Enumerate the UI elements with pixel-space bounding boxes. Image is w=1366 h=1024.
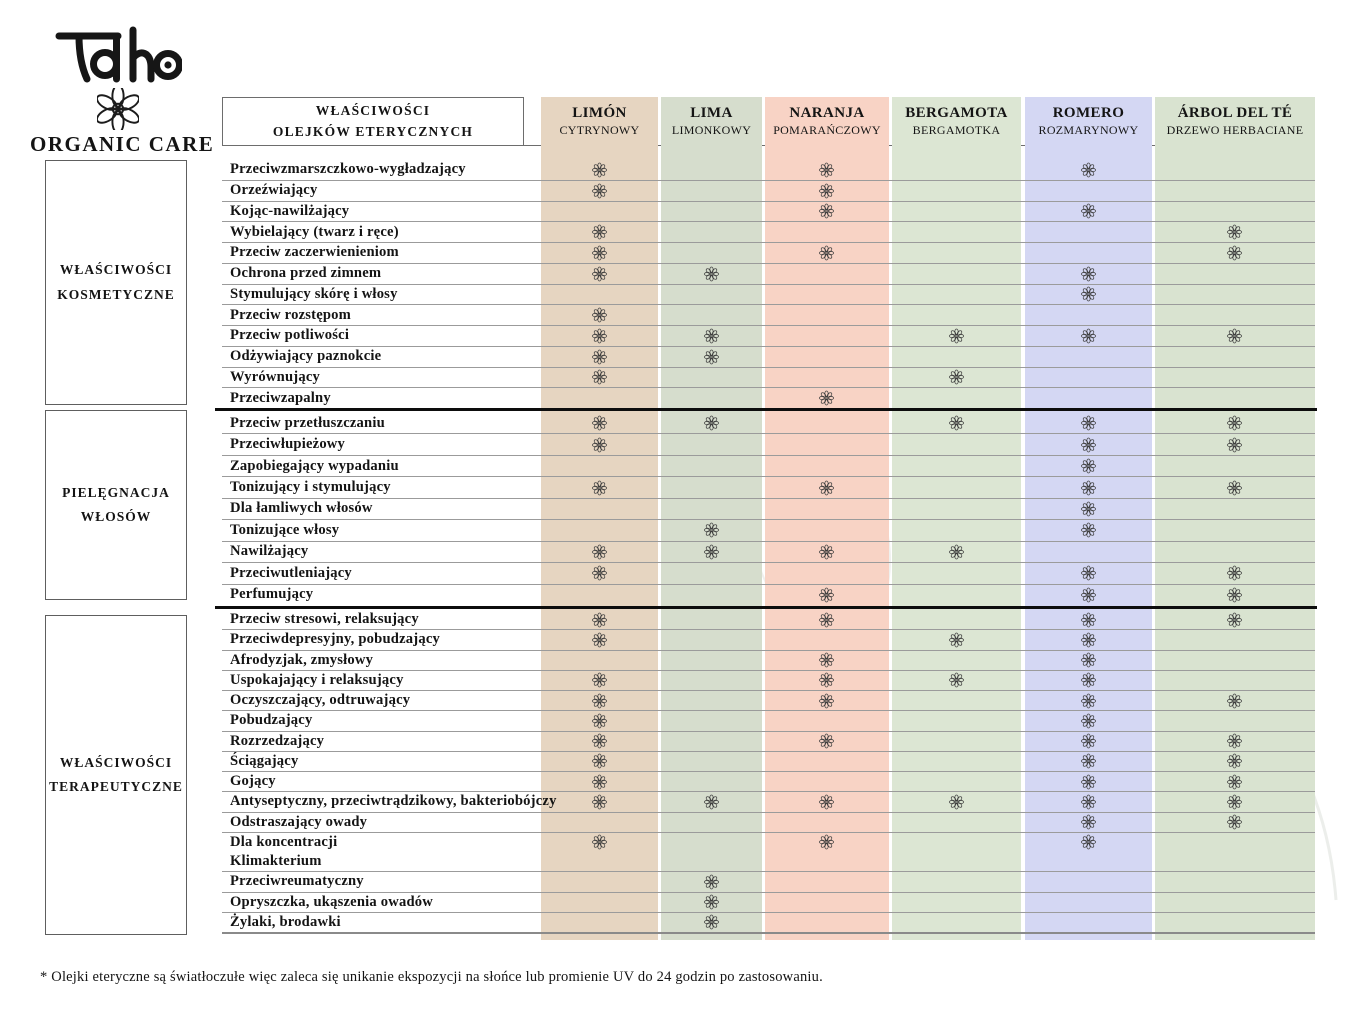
flower-icon: [1227, 815, 1242, 830]
flower-icon: [819, 612, 834, 627]
property-label: Uspokajający i relaksujący: [230, 671, 404, 688]
column-header: [1155, 97, 1315, 146]
property-label: Przeciw stresowi, relaksujący: [230, 611, 419, 628]
category-box-3: WŁAŚCIWOŚCI TERAPEUTYCZNE: [45, 615, 187, 935]
table-row: [222, 285, 1315, 306]
column-name: LIMA: [690, 105, 733, 121]
flower-icon: [592, 183, 607, 198]
property-label: Rozrzedzający: [230, 732, 325, 749]
brand-name: ORGANIC CARE: [30, 132, 215, 156]
flower-icon: [1081, 437, 1096, 452]
column-subtitle: LIMONKOWY: [671, 123, 752, 137]
column-header: [765, 97, 889, 146]
table-row: [222, 388, 1315, 408]
column-name: BERGAMOTA: [905, 105, 1008, 121]
table-title-box: [222, 97, 524, 146]
table-row: [222, 671, 1315, 691]
flower-icon: [1227, 245, 1242, 260]
flower-icon: [1227, 612, 1242, 627]
flower-icon: [704, 266, 719, 281]
flower-icon: [1081, 835, 1096, 850]
table-row: [222, 264, 1315, 285]
property-label: Klimakterium: [230, 853, 322, 870]
property-label: Przeciw przetłuszczaniu: [230, 414, 385, 431]
flower-icon: [819, 734, 834, 749]
footnote: * Olejki eteryczne są światłoczułe więc zaleca się unikanie ekspozycji na słońce lub promienie UV do 24 godzin po zastosowaniu.: [40, 969, 823, 985]
property-label: Opryszczka, ukąszenia owadów: [230, 893, 434, 910]
table-row: [222, 772, 1315, 792]
table-row: [222, 752, 1315, 772]
property-label: Dla koncentracji: [230, 833, 338, 850]
flower-icon: [819, 587, 834, 602]
flower-icon: [1227, 566, 1242, 581]
table-row: [222, 326, 1315, 347]
property-label: Tonizujące włosy: [230, 521, 340, 538]
property-label: Antyseptyczny, przeciwtrądzikowy, bakteriobójczy: [230, 793, 557, 810]
table-row: [222, 913, 1315, 932]
property-label: Przeciwreumatyczny: [230, 873, 364, 890]
property-label: Ściągający: [230, 752, 299, 769]
flower-icon: [949, 328, 964, 343]
column-subtitle: ROZMARYNOWY: [1038, 123, 1139, 137]
table-row: [222, 711, 1315, 731]
flower-icon: [1081, 612, 1096, 627]
section-2: [222, 413, 1315, 605]
property-label: Przeciwzapalny: [230, 389, 331, 406]
property-label: Tonizujący i stymulujący: [230, 479, 391, 496]
table-row: [222, 347, 1315, 368]
flower-icon: [592, 266, 607, 281]
section-divider-1: [215, 408, 1317, 411]
flower-icon: [592, 437, 607, 452]
flower-icon: [704, 915, 719, 930]
table-row: [222, 651, 1315, 671]
flower-icon: [819, 835, 834, 850]
flower-icon: [704, 895, 719, 910]
table-row: [222, 434, 1315, 455]
property-label: Pobudzający: [230, 712, 313, 729]
property-label: Przeciwłupieżowy: [230, 436, 346, 453]
flower-icon: [1227, 754, 1242, 769]
flower-icon: [1227, 225, 1242, 240]
flower-icon: [1081, 328, 1096, 343]
flower-icon: [592, 480, 607, 495]
category-box-1: WŁAŚCIWOŚCI KOSMETYCZNE: [45, 160, 187, 405]
column-name: ROMERO: [1052, 105, 1125, 121]
table-row: [222, 413, 1315, 434]
flower-icon: [819, 391, 834, 406]
flower-icon: [819, 480, 834, 495]
section-divider-2: [215, 606, 1317, 609]
flower-icon: [1227, 328, 1242, 343]
table-row: [222, 833, 1315, 852]
flower-icon: [1227, 734, 1242, 749]
flower-icon: [592, 245, 607, 260]
flower-icon: [97, 88, 139, 130]
property-label: Żylaki, brodawki: [230, 913, 341, 930]
property-label: Nawilżający: [230, 543, 309, 560]
flower-icon: [819, 794, 834, 809]
flower-icon: [1081, 713, 1096, 728]
flower-icon: [1081, 162, 1096, 177]
table-title-line1: WŁAŚCIWOŚCI: [315, 102, 431, 118]
flower-icon: [1081, 632, 1096, 647]
flower-icon: [592, 349, 607, 364]
table-row: [222, 872, 1315, 892]
property-label: Przeciw zaczerwienieniom: [230, 244, 399, 261]
table-row: [222, 610, 1315, 630]
flower-icon: [592, 308, 607, 323]
flower-icon: [592, 370, 607, 385]
flower-icon: [592, 713, 607, 728]
table-row: [222, 202, 1315, 223]
flower-icon: [819, 653, 834, 668]
brand-logo: [30, 26, 215, 166]
flower-icon: [592, 612, 607, 627]
flower-icon: [1081, 587, 1096, 602]
table-row: [222, 813, 1315, 833]
flower-icon: [1227, 794, 1242, 809]
flower-icon: [1081, 266, 1096, 281]
column-header: [1025, 97, 1152, 146]
table-title-line2: OLEJKÓW ETERYCZNYCH: [272, 123, 474, 139]
table-row: [222, 691, 1315, 711]
column-subtitle: CYTRYNOWY: [559, 123, 640, 137]
flower-icon: [1081, 734, 1096, 749]
flower-icon: [592, 162, 607, 177]
table-row: [222, 585, 1315, 605]
table-row: [222, 732, 1315, 752]
table-row: [222, 499, 1315, 520]
flower-icon: [949, 370, 964, 385]
flower-icon: [949, 794, 964, 809]
property-label: Perfumujący: [230, 586, 314, 603]
section-1: [222, 160, 1315, 408]
flower-icon: [704, 416, 719, 431]
table-row: [222, 893, 1315, 913]
flower-icon: [819, 162, 834, 177]
section-3: [222, 610, 1315, 932]
flower-icon: [1227, 480, 1242, 495]
flower-icon: [1227, 437, 1242, 452]
flower-icon: [949, 416, 964, 431]
flower-icon: [1081, 794, 1096, 809]
flower-icon: [1081, 566, 1096, 581]
flower-icon: [704, 544, 719, 559]
property-label: Przeciw potliwości: [230, 327, 350, 344]
flower-icon: [1081, 501, 1096, 516]
flower-icon: [1081, 693, 1096, 708]
flower-icon: [1081, 480, 1096, 495]
table-row: [222, 563, 1315, 584]
table-row: [222, 520, 1315, 541]
flower-icon: [819, 245, 834, 260]
flower-icon: [592, 632, 607, 647]
table-row: [222, 160, 1315, 181]
table-row: [222, 305, 1315, 326]
flower-icon: [1227, 693, 1242, 708]
column-name: LIMÓN: [572, 105, 627, 121]
flower-icon: [592, 693, 607, 708]
table-row: [222, 368, 1315, 389]
flower-icon: [819, 183, 834, 198]
flower-icon: [704, 523, 719, 538]
property-label: Wyrównujący: [230, 368, 321, 385]
flower-icon: [592, 774, 607, 789]
column-name: NARANJA: [789, 105, 865, 121]
flower-icon: [949, 673, 964, 688]
property-label: Dla łamliwych włosów: [230, 500, 373, 517]
flower-icon: [819, 204, 834, 219]
flower-icon: [592, 734, 607, 749]
table-row: [222, 542, 1315, 563]
category-box-2: PIELĘGNACJA WŁOSÓW: [45, 410, 187, 600]
property-label: Przeciwdepresyjny, pobudzający: [230, 631, 441, 648]
table-row: [222, 477, 1315, 498]
table-row: [222, 792, 1315, 812]
flower-icon: [1227, 416, 1242, 431]
flower-icon: [592, 566, 607, 581]
column-header: [892, 97, 1021, 146]
table-row: [222, 456, 1315, 477]
table-row: [222, 181, 1315, 202]
flower-icon: [1081, 774, 1096, 789]
flower-icon: [1081, 673, 1096, 688]
flower-icon: [949, 544, 964, 559]
table-bottom-line: [222, 932, 1315, 934]
column-header: [661, 97, 762, 146]
table-row: [222, 630, 1315, 650]
flower-icon: [704, 328, 719, 343]
flower-icon: [1227, 587, 1242, 602]
table-row: [222, 222, 1315, 243]
property-label: Zapobiegający wypadaniu: [230, 457, 399, 474]
flower-icon: [819, 673, 834, 688]
property-label: Przeciwzmarszczkowo-wygładzający: [230, 161, 466, 178]
property-label: Przeciwutleniający: [230, 564, 352, 581]
column-header: [541, 97, 658, 146]
flower-icon: [704, 874, 719, 889]
tahe-logo: [54, 26, 182, 84]
flower-icon: [819, 544, 834, 559]
flower-icon: [592, 673, 607, 688]
property-label: Stymulujący skórę i włosy: [230, 285, 398, 302]
property-label: Przeciw rozstępom: [230, 306, 352, 323]
property-label: Odżywiający paznokcie: [230, 348, 382, 365]
table-row: [222, 852, 1315, 872]
flower-icon: [592, 416, 607, 431]
flower-icon: [704, 349, 719, 364]
flower-icon: [1081, 815, 1096, 830]
flower-icon: [592, 225, 607, 240]
flower-icon: [1081, 459, 1096, 474]
column-subtitle: DRZEWO HERBACIANE: [1166, 123, 1304, 137]
flower-icon: [819, 693, 834, 708]
flower-icon: [1081, 754, 1096, 769]
property-label: Gojący: [230, 773, 276, 790]
property-label: Oczyszczający, odtruwający: [230, 692, 411, 709]
flower-icon: [1081, 523, 1096, 538]
column-name: ÁRBOL DEL TÉ: [1177, 105, 1293, 121]
flower-icon: [592, 544, 607, 559]
flower-icon: [592, 754, 607, 769]
flower-icon: [1081, 287, 1096, 302]
properties-grid: [222, 160, 1315, 940]
property-label: Wybielający (twarz i ręce): [230, 223, 399, 240]
column-subtitle: POMARAŃCZOWY: [773, 123, 881, 137]
flower-icon: [949, 632, 964, 647]
flower-icon: [592, 328, 607, 343]
column-subtitle: BERGAMOTKA: [912, 123, 1001, 137]
flower-icon: [592, 794, 607, 809]
table-row: [222, 243, 1315, 264]
flower-icon: [1227, 774, 1242, 789]
flower-icon: [704, 794, 719, 809]
flower-icon: [1081, 204, 1096, 219]
property-label: Kojąc-nawilżający: [230, 202, 350, 219]
property-label: Afrodyzjak, zmysłowy: [230, 651, 374, 668]
flower-icon: [1081, 416, 1096, 431]
property-label: Orzeźwiający: [230, 182, 318, 199]
property-label: Odstraszający owady: [230, 813, 368, 830]
flower-icon: [1081, 653, 1096, 668]
property-label: Ochrona przed zimnem: [230, 265, 382, 282]
flower-icon: [592, 835, 607, 850]
